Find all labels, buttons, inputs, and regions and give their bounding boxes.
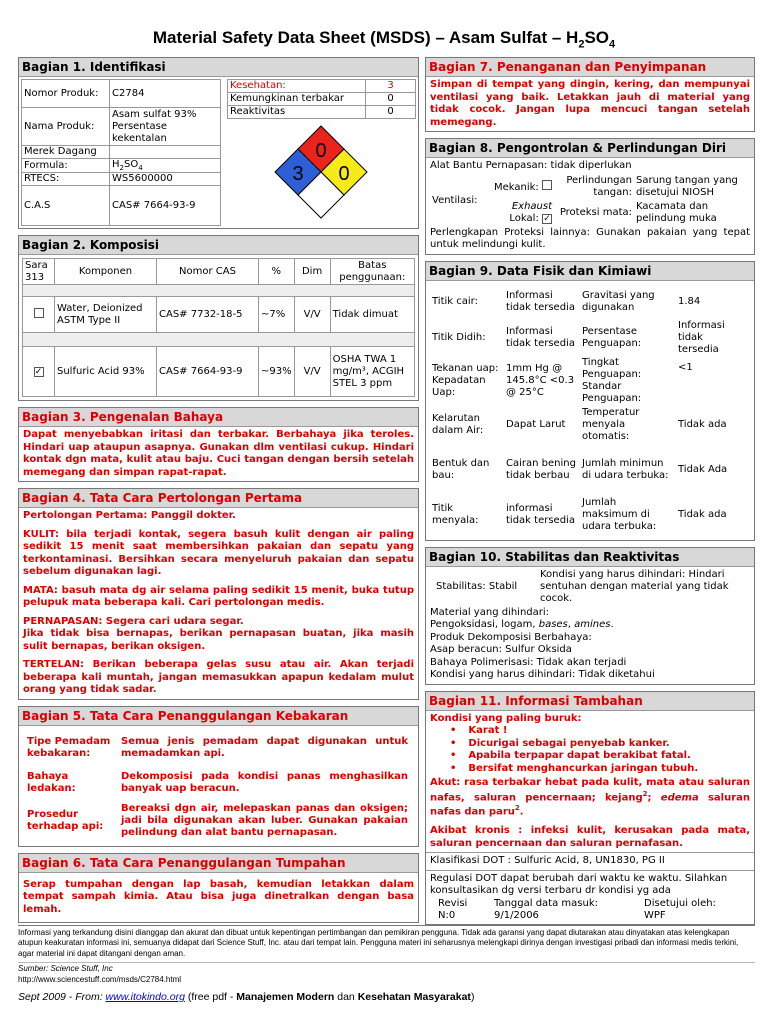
nfpa-flammability-value: 0 bbox=[315, 140, 327, 162]
mechanical-checkbox bbox=[542, 180, 552, 190]
nfpa-reactivity-value: 0 bbox=[338, 163, 350, 185]
chronic-effects: Akibat kronis : infeksi kulit, kerusakan pada mata, saluran pencernaan dan saluran pernafasan. bbox=[430, 825, 750, 849]
list-item: • Bersifat menghancurkan jaringan tubuh. bbox=[450, 763, 750, 776]
composition-row: Water, Deionized ASTM Type II CAS# 7732-18-5 ~7% V/V Tidak dimuat bbox=[23, 297, 415, 333]
section-6-spill bbox=[18, 853, 419, 924]
nfpa-health-value: 3 bbox=[292, 163, 304, 185]
other-protection: Perlengkapan Proteksi lainnya: Gunakan pakaian yang tepat untuk melindungi kulit. bbox=[430, 226, 750, 250]
hazard-rating-table: Kesehatan: 3 Kemungkinan terbakar 0 Reaktivitas 0 bbox=[227, 79, 416, 119]
source-url: http://www.sciencestuff.com/msds/C2784.html bbox=[18, 974, 182, 984]
nfpa-diamond-icon bbox=[273, 124, 369, 220]
section-9-header: Bagian 9. Data Fisik dan Kimiawi bbox=[426, 262, 754, 281]
source-label: Sumber: Science Stuff, Inc bbox=[18, 964, 113, 974]
publication-line: Sept 2009 - From: www.itokindo.org (free pdf - Manajemen Modern dan Kesehatan Masyarakat) bbox=[18, 991, 475, 1003]
firefighting-table: Tipe Pemadam kebakaran: Semua jenis pemadam dapat digunakan untuk memadamkan api. Bahaya ledakan: Dekomposisi pada kondisi panas menghasilkan banyak uap beracun. Prosedur terhadap api: Bereaksi dgn air, melepaskan panas dan oksigen; jadi bila digunakan akan luber. Gunakan pakaian pelindung dan alat bantu pernapasan. bbox=[27, 735, 408, 838]
first-aid-general: Pertolongan Pertama: Panggil dokter. bbox=[23, 510, 236, 522]
section-10-header: Bagian 10. Stabilitas dan Reaktivitas bbox=[426, 548, 754, 567]
spill-text: Serap tumpahan dengan lap basah, kemudian letakkan dalam tempat sampah kimia. Atau bisa juga dinetralkan dengan basa lemah. bbox=[23, 878, 414, 915]
section-11-header: Bagian 11. Informasi Tambahan bbox=[426, 692, 754, 711]
identification-table: Nomor Produk: C2784 Nama Produk: Asam sulfat 93% Persentase kekentalan Merek Dagang Formula: $H_2SO_4$ RTECS: WS5600000 C.A.S CAS# 7664-93-9 bbox=[21, 79, 221, 226]
section-7-header: Bagian 7. Penanganan dan Penyimpanan bbox=[426, 58, 754, 77]
physical-data-table: Titik cair: Informasi tidak tersedia Gravitasi yang digunakan 1.84 Titik Didih: Informasi tidak tersedia Persentase Penguapan: Informasi tidak tersedia Tekanan uap: Kepadatan Uap: 1mm Hg @ 145.8°C <0.3 @ 25°C Tingkat Penguapan: Standar Penguapan: <1 Kelarutan dalam Air: Dapat Larut Temperatur menyala otomatis: Tidak ada Bentuk dan bau: Cairan bening tidak berbau Jumlah minimun di udara terbuka: Tidak Ada Titik menyala: informasi tidak tersedia Jumlah maksimum di udara terbuka: Tidak ada bbox=[432, 289, 728, 532]
stability-table: Stabilitas: Stabil Kondisi yang harus dihindari: Hindari sentuhan dengan material yang tidak cocok. bbox=[436, 568, 729, 604]
page-title: Material Safety Data Sheet (MSDS) – Asam Sulfat – $H_2SO_4$ bbox=[152, 28, 616, 51]
first-aid-breathing: PERNAPASAN: Segera cari udara segar. bbox=[23, 615, 244, 627]
section-8-header: Bagian 8. Pengontrolan & Perlindungan Diri bbox=[426, 139, 754, 158]
footer bbox=[18, 925, 755, 985]
first-aid-ingestion: TERTELAN: Berikan beberapa gelas susu atau air. Akan terjadi beberapa kali muntah, jangan memasukkan apapun kedalam mulut orang yang tidak sadar. bbox=[23, 659, 414, 696]
respiratory-protection: Alat Bantu Pernapasan: tidak diperlukan bbox=[430, 160, 632, 171]
sara-checkbox bbox=[34, 308, 44, 318]
sara-checkbox: ✓ bbox=[34, 366, 43, 377]
section-3-header: Bagian 3. Pengenalan Bahaya bbox=[19, 408, 418, 427]
materials-to-avoid: Pengoksidasi, logam, bases, amines. bbox=[430, 619, 614, 630]
dot-regulation-note: Regulasi DOT dapat berubah dari waktu ke waktu. Silahkan konsultasikan dg versi terbaru dr kondisi yg ada bbox=[430, 872, 728, 897]
acute-effects: Akut: rasa terbakar hebat pada kulit, mata atau saluran nafas, saluran pencernaan; kejang$^2$; edema saluran nafas dan paru$^2$. bbox=[430, 777, 751, 818]
composition-table: Sara 313 Komponen Nomor CAS % Dim Batas penggunaan: Water, Deionized ASTM Type II CAS# 7732-18-5 ~7% V/V Tidak dimuat ✓ Sulfuric Acid 93% CAS# 7664-93-9 ~93% V/V OSHA TWA 1 mg/m³, ACGIH STEL 3 ppm bbox=[22, 258, 415, 397]
worst-case-list bbox=[430, 725, 750, 775]
right-column bbox=[425, 57, 755, 931]
section-6-header: Bagian 6. Tata Cara Penanggulangan Tumpahan bbox=[19, 854, 418, 873]
list-item: • Apabila terpapar dapat berakibat fatal. bbox=[450, 750, 750, 763]
dot-classification: Klasifikasi DOT : Sulfuric Acid, 8, UN1830, PG II bbox=[430, 855, 665, 867]
first-aid-breathing-detail: Jika tidak bisa bernapas, berikan pernapasan buatan, jika masih sulit bernapas, berikan oksigen. bbox=[23, 628, 414, 652]
section-11-additional: Bagian 11. Informasi Tambahan Kondisi yang paling buruk: • Karat ! • Dicurigai sebagai penyebab kanker. • Apabila terpapar dapat berakibat fatal. • Bersifat menghancurkan jaringan tubuh. Akut: rasa terbakar hebat pada kulit, mata atau saluran nafas, saluran pencernaan; kejang$^2$; edema saluran nafas dan paru$^2$. Akibat kronis : infeksi kulit, kerusakan pada mata, saluran pencernaan dan saluran pernafasan. Klasifikasi DOT : Sulfuric Acid, 8, UN1830, PG II Regulasi DOT dapat berubah dari waktu ke waktu. Silahkan konsultasikan dg versi terbaru dr kondisi yg ada Revisi Tanggal data masuk: Disetujui oleh: N:0 9/1/2006 WPF bbox=[425, 691, 755, 925]
section-3-hazards bbox=[18, 407, 419, 482]
section-9-physical bbox=[425, 261, 755, 541]
section-4-header: Bagian 4. Tata Cara Pertolongan Pertama bbox=[19, 489, 418, 508]
section-5-firefighting bbox=[18, 706, 419, 847]
itokindo-link[interactable]: www.itokindo.org bbox=[105, 991, 185, 1003]
section-2-composition bbox=[18, 235, 419, 401]
disclaimer: Informasi yang terkandung disini dianggap dan akurat dan dibuat untuk kepentingan pertimbangan dan pemikiran pengguna. Tidak ada garansi yang dapat diutarakan atau dinyatakan atas kelengkapan atupun keakuratan informasi ini, semuanya didapat dari Science Stuff, Inc. atau dari tempat lain. Pengguna materi ini seharusnya melengkapi dirinya dengan investigasi pribadi dan informasi medis terkini, agar material ini dapat ditangani dengan aman. bbox=[18, 928, 739, 958]
section-10-stability: Bagian 10. Stabilitas dan Reaktivitas Stabilitas: Stabil Kondisi yang harus dihindari: Hindari sentuhan dengan material yang tidak cocok. Material yang dihindari: Pengoksidasi, logam, bases, amines. Produk Dekomposisi Berbahaya: Asap beracun: Sulfur Oksida Bahaya Polimerisasi: Tidak akan terjadi Kondisi yang harus dihindari: Tidak diketahui bbox=[425, 547, 755, 685]
list-item: • Karat ! bbox=[450, 725, 750, 738]
composition-row: ✓ Sulfuric Acid 93% CAS# 7664-93-9 ~93% V/V OSHA TWA 1 mg/m³, ACGIH STEL 3 ppm bbox=[23, 347, 415, 397]
section-8-protection bbox=[425, 138, 755, 255]
handling-text: Simpan di tempat yang dingin, kering, dan mempunyai ventilasi yang baik. Letakkan jauh di material yang tidak cocok. Jangan lupa mencuci tangan setelah memegang. bbox=[430, 79, 750, 128]
section-4-first-aid bbox=[18, 488, 419, 700]
section-5-header: Bagian 5. Tata Cara Penanggulangan Kebakaran bbox=[19, 707, 418, 726]
list-item: • Dicurigai sebagai penyebab kanker. bbox=[450, 738, 750, 751]
hazard-text: Dapat menyebabkan iritasi dan terbakar. Berbahaya jika teroles. Hindari uap ataupun asapnya. Gunakan dlm ventilasi cukup. Hindari kontak dgn mata, kulit atau baju. Cuci tangan dengan bersih setelah memegang dan simpan rapat-rapat. bbox=[23, 429, 414, 478]
section-1-header: Bagian 1. Identifikasi bbox=[19, 58, 418, 77]
revision-table: Revisi Tanggal data masuk: Disetujui oleh: N:0 9/1/2006 WPF bbox=[438, 897, 716, 921]
section-2-header: Bagian 2. Komposisi bbox=[19, 236, 418, 255]
section-1-identification bbox=[18, 57, 419, 229]
section-7-handling bbox=[425, 57, 755, 132]
first-aid-skin: KULIT: bila terjadi kontak, segera basuh kulit dengan air paling sedikit 15 menit saat membersihkan pakaian dan sepatu yang terkontaminasi. Bersihkan secara menyeluruh pakaian dan sepatu sebelum digunakan lagi. bbox=[23, 528, 414, 578]
first-aid-eyes: MATA: basuh mata dg air selama paling sedikit 15 menit, buka tutup pelupuk mata beberapa kali. Cari pertolongan medis. bbox=[23, 584, 414, 609]
exhaust-checkbox: ✓ bbox=[543, 213, 551, 224]
ventilation-table: Ventilasi: Mekanik: Perlindungan tangan: Sarung tangan yang disetujui NIOSH Exhaust Lokal: ✓ Proteksi mata: Kacamata dan pelindung muka bbox=[432, 174, 738, 224]
left-column bbox=[18, 57, 419, 929]
